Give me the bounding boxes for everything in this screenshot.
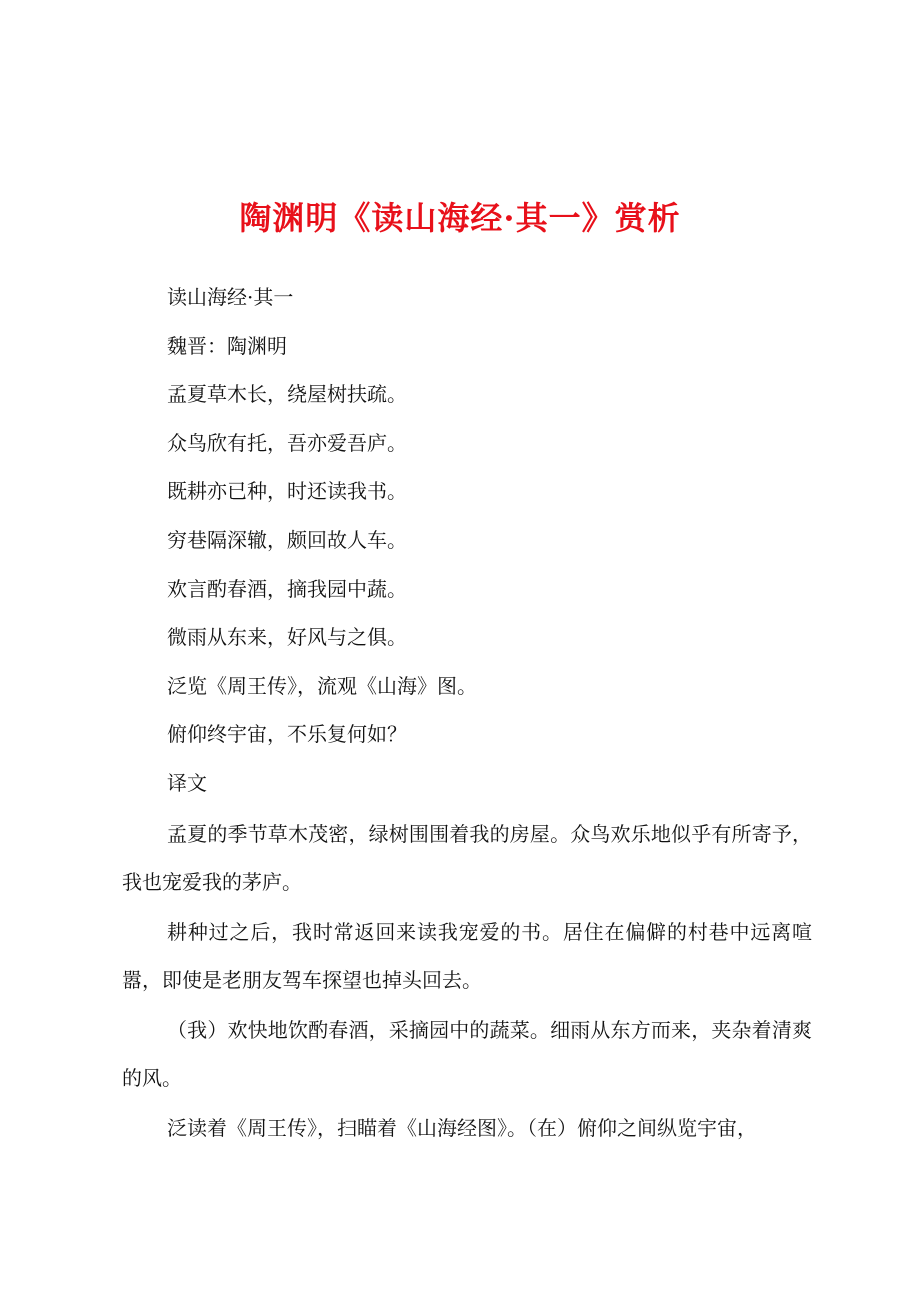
poem-line: 微雨从东来，好风与之俱。: [167, 625, 407, 650]
poem-line: 孟夏草木长，绕屋树扶疏。: [167, 382, 407, 407]
poem-line: 穷巷隔深辙，颇回故人车。: [167, 527, 407, 552]
translation-paragraph: 泛读着《周王传》，扫瞄着《山海经图》。（在）俯仰之间纵览宇宙，: [167, 1116, 757, 1140]
translation-paragraph: 耕种过之后，我时常返回来读我宠爱的书。居住在偏僻的村巷中远离喧嚣，即使是老朋友驾车探望也掉头回去。: [122, 920, 812, 992]
poem-line: 泛览《周王传》，流观《山海》图。: [167, 673, 477, 698]
translation-heading: 译文: [167, 770, 207, 795]
poem-line: 众鸟欣有托，吾亦爱吾庐。: [167, 430, 407, 455]
poem-line: 既耕亦已种，时还读我书。: [167, 479, 407, 504]
translation-paragraph: （我）欢快地饮酌春酒，采摘园中的蔬菜。细雨从东方而来，夹杂着清爽的风。: [122, 1018, 812, 1090]
poem-line: 欢言酌春酒，摘我园中蔬。: [167, 576, 407, 601]
document-title: 陶渊明《读山海经·其一》赏析: [239, 199, 681, 237]
poem-title: 读山海经·其一: [167, 285, 294, 309]
translation-paragraph: 孟夏的季节草木茂密，绿树围围着我的房屋。众鸟欢乐地似乎有所寄予，我也宠爱我的茅庐。: [122, 822, 812, 894]
translation-block: [122, 810, 812, 1154]
poem-line: 俯仰终宇宙，不乐复何如？: [167, 722, 407, 747]
poem-block: [167, 280, 827, 815]
author-line: 魏晋：陶渊明: [167, 333, 287, 358]
